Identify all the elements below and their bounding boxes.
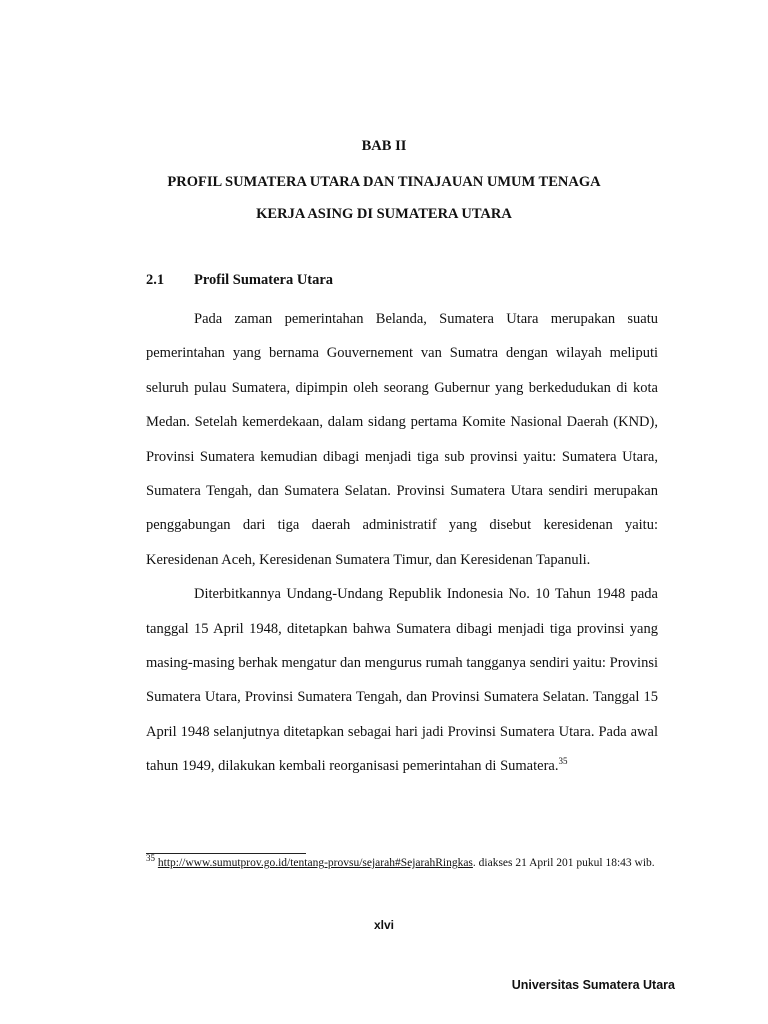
paragraph-2 (146, 577, 658, 783)
footnote-reference[interactable]: 35 (558, 756, 568, 767)
page-number: xlvi (373, 918, 394, 932)
footnote (146, 853, 658, 871)
body-text (146, 302, 658, 784)
section-title: Profil Sumatera Utara (194, 272, 334, 288)
footnote-divider (146, 853, 306, 854)
chapter-title-line2: KERJA ASING DI SUMATERA UTARA (256, 206, 512, 222)
paragraph-2-text: Diterbitkannya Undang-Undang Republik Indonesia No. 10 Tahun 1948 pada tanggal 15 April 1948, ditetapkan bahwa Sumatera dibagi menjadi tiga provinsi yang masing-masing berhak mengatur dan mengurus rumah tangganya sendiri yaitu: Provinsi Sumatera Utara, Provinsi Sumatera Tengah, dan Provinsi Sumatera Selatan. Tanggal 15 April 1948 selanjutnya ditetapkan sebagai hari jadi Provinsi Sumatera Utara. Pada awal tahun 1949, dilakukan kembali reorganisasi pemerintahan di Sumatera. (146, 586, 658, 775)
section-number: 2.1 (146, 272, 165, 288)
paragraph-1: Pada zaman pemerintahan Belanda, Sumatera Utara merupakan suatu pemerintahan yang bernama Gouvernement van Sumatra dengan wilayah meliputi seluruh pulau Sumatera, dipimpin oleh seorang Gubernur yang berkedudukan di kota Medan. Setelah kemerdekaan, dalam sidang pertama Komite Nasional Daerah (KND), Provinsi Sumatera kemudian dibagi menjadi tiga sub provinsi yaitu: Sumatera Utara, Sumatera Tengah, dan Sumatera Selatan. Provinsi Sumatera Utara sendiri merupakan penggabungan dari tiga daerah administratif yang disebut keresidenan yaitu: Keresidenan Aceh, Keresidenan Sumatera Timur, dan Keresidenan Tapanuli. (146, 311, 658, 568)
section-heading (146, 272, 333, 289)
footer-university: Universitas Sumatera Utara (511, 978, 675, 992)
chapter-title-line1: PROFIL SUMATERA UTARA DAN TINAJAUAN UMUM TENAGA (167, 174, 601, 190)
footnote-text: . diakses 21 April 201 pukul 18:43 wib. (472, 857, 655, 869)
footnote-link[interactable]: http://www.sumutprov.go.id/tentang-provsu/sejarah#SejarahRingkas (157, 857, 473, 869)
chapter-label: BAB II (361, 138, 407, 154)
footnote-number: 35 (146, 853, 155, 864)
